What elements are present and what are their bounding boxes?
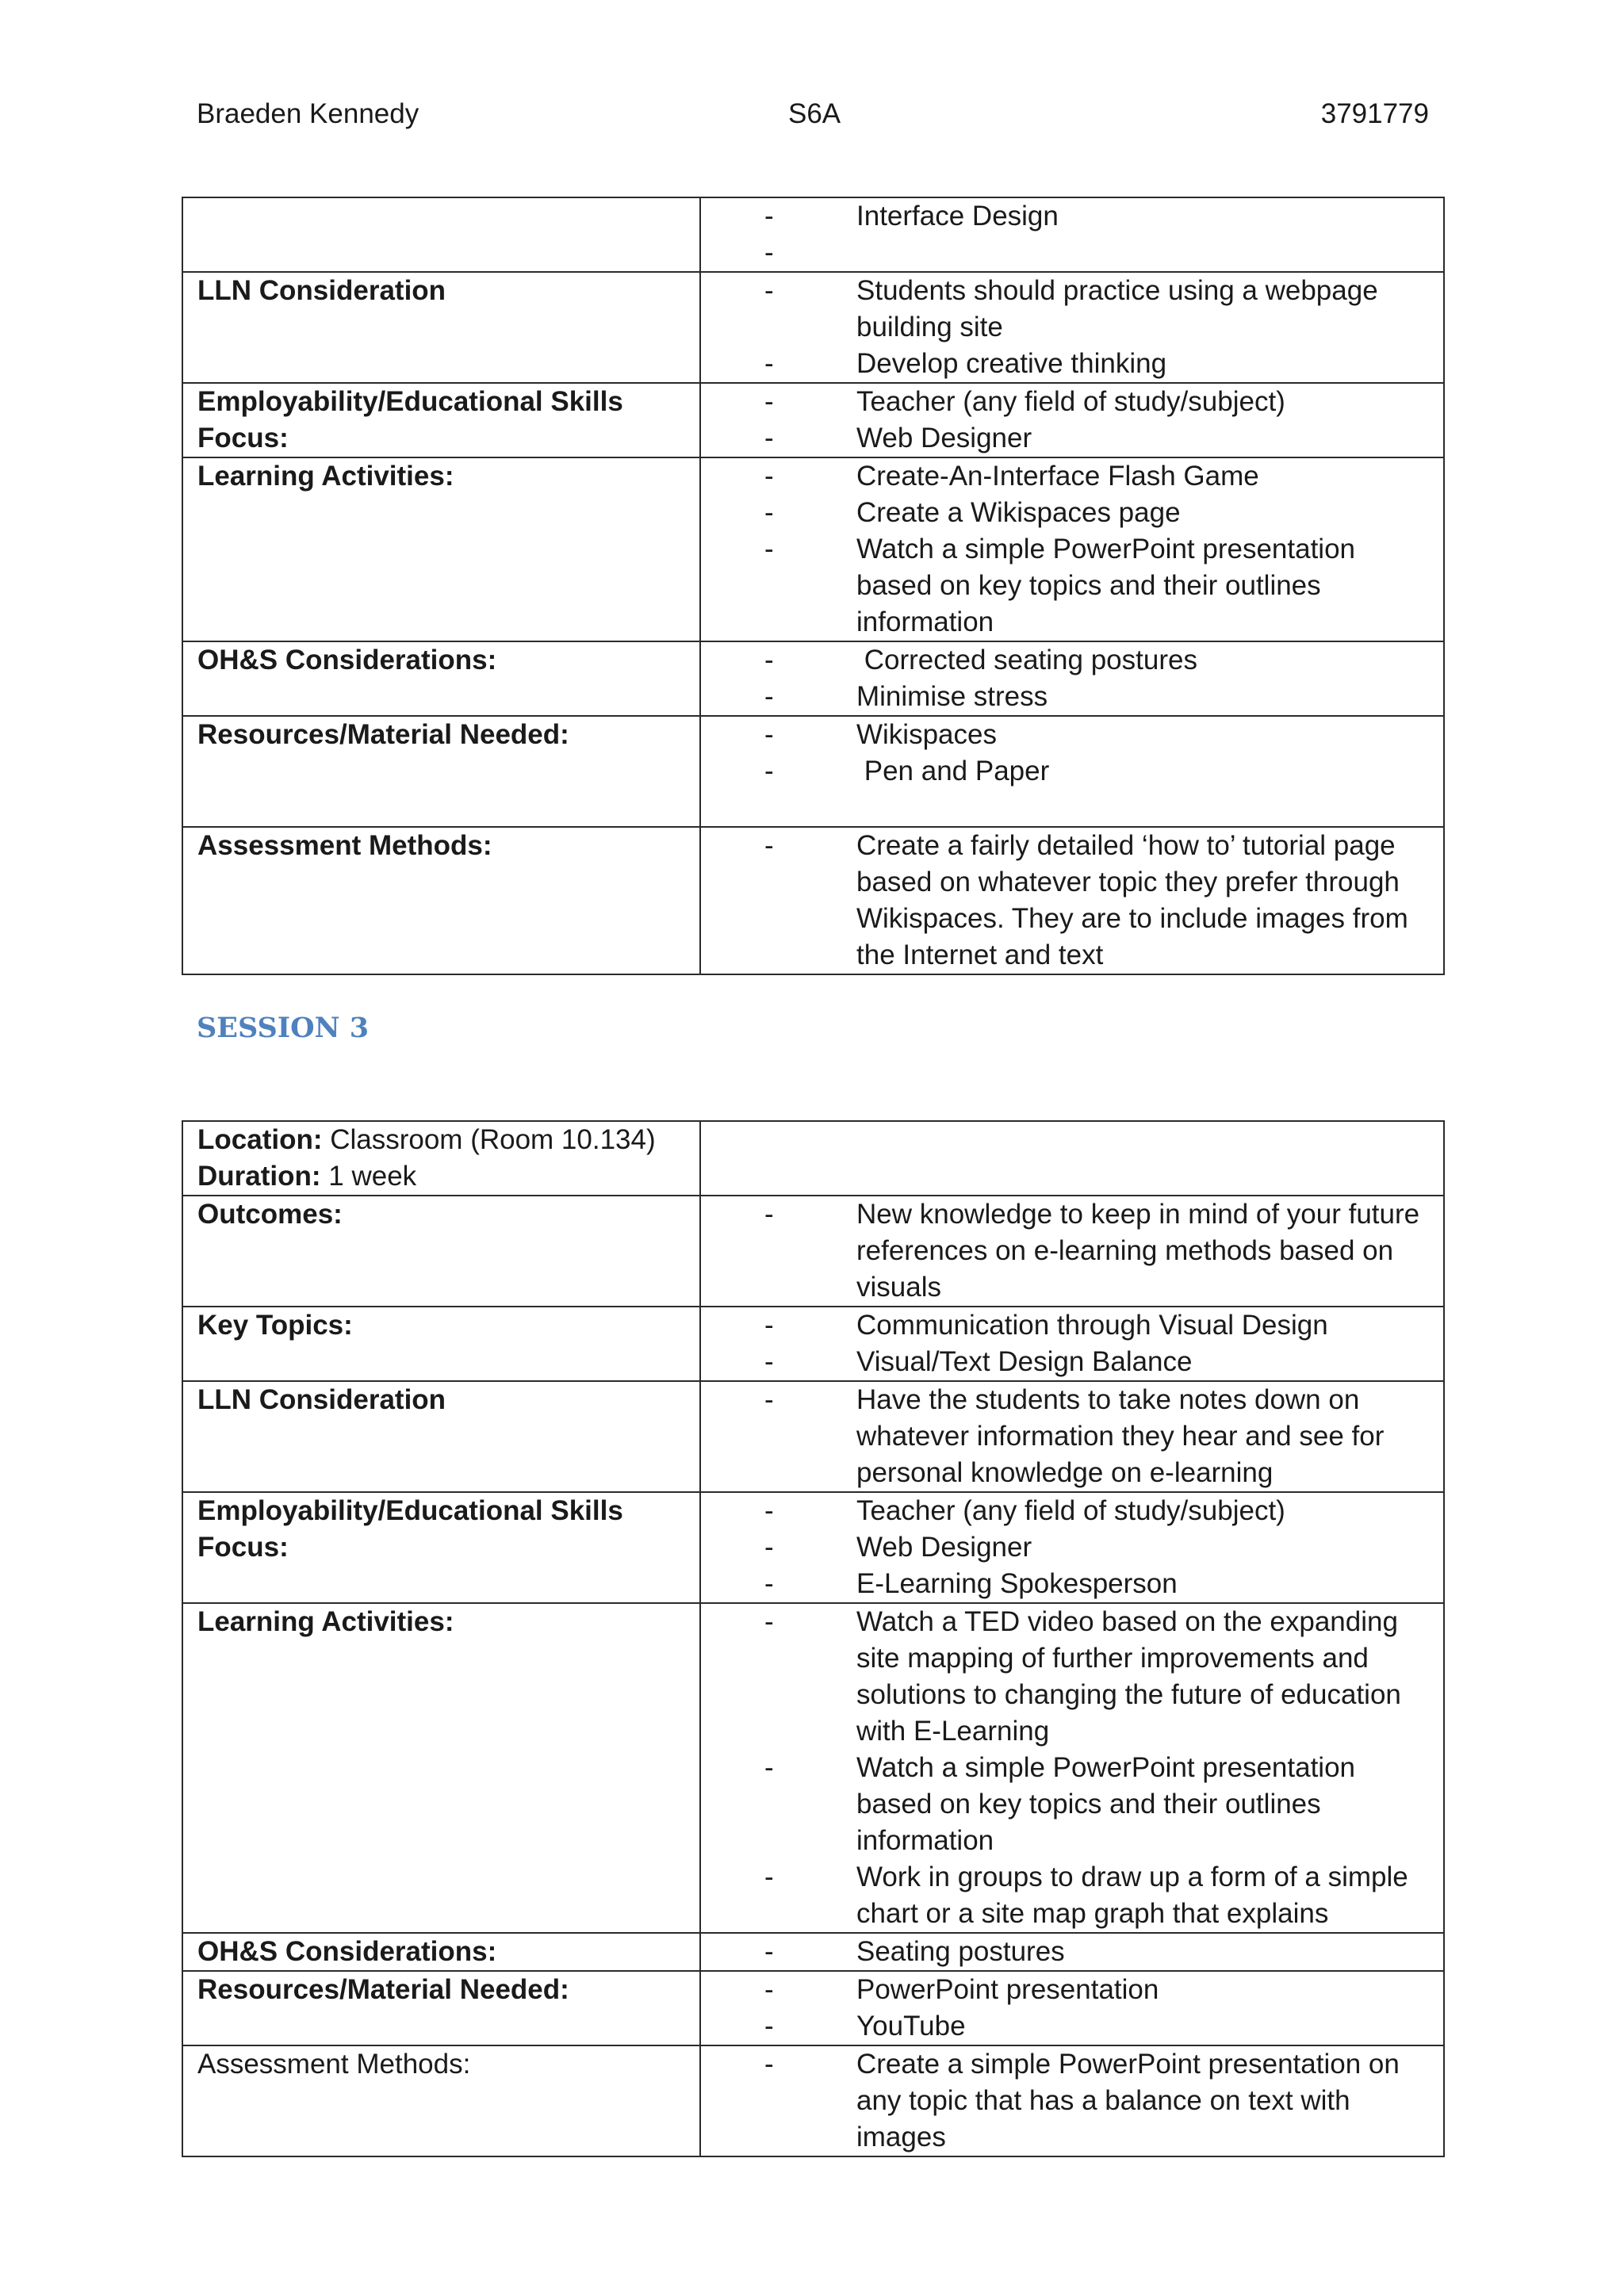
list-item: - Pen and Paper: [701, 753, 1443, 790]
list-item: - Wikispaces: [701, 717, 1443, 753]
table-row: [182, 1196, 1444, 1307]
value-cell: [700, 641, 1444, 716]
student-id: 3791779: [1320, 98, 1429, 129]
list-item: - Minimise stress: [701, 679, 1443, 715]
list-item: - Watch a simple PowerPoint presentation based on key topics and their outlines information: [701, 1750, 1443, 1859]
label-cell: [182, 197, 700, 272]
value-cell: [700, 1121, 1444, 1196]
value-cell: [700, 1603, 1444, 1933]
list-item: - E-Learning Spokesperson: [701, 1566, 1443, 1602]
list-item: - Create-An-Interface Flash Game: [701, 458, 1443, 495]
location-line: [197, 1122, 685, 1158]
list-item: - Web Designer: [701, 420, 1443, 457]
label-cell: [182, 1381, 700, 1492]
table-row: [182, 1603, 1444, 1933]
list-item: - Create a simple PowerPoint presentation on any topic that has a balance on text with images: [701, 2046, 1443, 2156]
table-row: [182, 1971, 1444, 2045]
session3-table: [182, 1120, 1445, 2157]
table-row: [182, 827, 1444, 974]
table-row: [182, 1307, 1444, 1381]
label-cell: [182, 1307, 700, 1381]
class-code: S6A: [788, 98, 841, 129]
list-item: - Watch a simple PowerPoint presentation based on key topics and their outlines information: [701, 531, 1443, 641]
label-cell: [182, 716, 700, 827]
list-item: - Have the students to take notes down on whatever information they hear and see for personal knowledge on e-learning: [701, 1382, 1443, 1491]
table-row: [182, 1381, 1444, 1492]
label-cell: [182, 457, 700, 641]
label-cell: [182, 1971, 700, 2045]
label-cell: [182, 383, 700, 457]
list-item: - Create a fairly detailed ‘how to’ tutorial page based on whatever topic they prefer through Wikispaces. They are to include images from the Internet and text: [701, 828, 1443, 974]
table-row: [182, 272, 1444, 383]
label-cell: [182, 1933, 700, 1971]
page-header: [197, 98, 1429, 130]
row-label: Outcomes:: [197, 1199, 343, 1230]
value-cell: [700, 1933, 1444, 1971]
list-item: - Work in groups to draw up a form of a simple chart or a site map graph that explains: [701, 1859, 1443, 1932]
list-item: [701, 235, 1443, 271]
list-item: - Develop creative thinking: [701, 346, 1443, 382]
label-cell: [182, 1121, 700, 1196]
value-cell: [700, 383, 1444, 457]
table-row: [182, 1933, 1444, 1971]
label-cell: [182, 1196, 700, 1307]
table-row: [182, 641, 1444, 716]
table-row: [182, 1121, 1444, 1196]
session2-continued-table: [182, 197, 1445, 975]
label-cell: [182, 827, 700, 974]
student-name: Braeden Kennedy: [197, 98, 419, 129]
value-cell: [700, 197, 1444, 272]
value-cell: [700, 1196, 1444, 1307]
label-cell: [182, 641, 700, 716]
row-label: Assessment Methods:: [197, 830, 492, 861]
value-cell: [700, 1971, 1444, 2045]
list-item: - New knowledge to keep in mind of your future references on e-learning methods based on visuals: [701, 1196, 1443, 1306]
list-item: - Students should practice using a webpage building site: [701, 273, 1443, 346]
list-item: - Corrected seating postures: [701, 642, 1443, 679]
row-label: Employability/Educational Skills Focus:: [197, 386, 623, 453]
value-cell: [700, 1492, 1444, 1603]
label-cell: [182, 1603, 700, 1933]
label-cell: [182, 1492, 700, 1603]
list-item: - Visual/Text Design Balance: [701, 1344, 1443, 1380]
duration-line: [197, 1158, 685, 1195]
list-item: - Create a Wikispaces page: [701, 495, 1443, 531]
list-item: - Web Designer: [701, 1529, 1443, 1566]
list-item: - PowerPoint presentation: [701, 1972, 1443, 2008]
value-cell: [700, 1307, 1444, 1381]
table-row: [182, 716, 1444, 827]
list-item: - Teacher (any field of study/subject): [701, 1493, 1443, 1529]
label-cell: [182, 2045, 700, 2156]
value-cell: [700, 457, 1444, 641]
duration-value: 1 week: [320, 1161, 417, 1192]
value-cell: [700, 1381, 1444, 1492]
table-row: [182, 1492, 1444, 1603]
row-label: LLN Consideration: [197, 275, 446, 306]
row-label: OH&S Considerations:: [197, 645, 497, 675]
row-label: Key Topics:: [197, 1310, 353, 1341]
row-label: Employability/Educational Skills Focus:: [197, 1495, 623, 1563]
table-row: [182, 383, 1444, 457]
value-cell: [700, 272, 1444, 383]
list-item: - Communication through Visual Design: [701, 1307, 1443, 1344]
row-label: Assessment Methods:: [197, 2049, 471, 2080]
duration-label: Duration:: [197, 1161, 321, 1192]
row-label: Learning Activities:: [197, 461, 454, 492]
list-item: - Watch a TED video based on the expanding site mapping of further improvements and solutions to changing the future of education with E-Learning: [701, 1604, 1443, 1750]
label-cell: [182, 272, 700, 383]
session-heading: SESSION 3: [197, 1012, 370, 1044]
location-label: Location:: [197, 1124, 323, 1155]
list-item: - Seating postures: [701, 1934, 1443, 1970]
value-cell: [700, 2045, 1444, 2156]
location-value: Classroom (Room 10.134): [322, 1124, 656, 1155]
row-label: Resources/Material Needed:: [197, 1974, 569, 2005]
cell-spacer: [701, 790, 1443, 826]
row-label: Resources/Material Needed:: [197, 719, 569, 750]
table-row: [182, 2045, 1444, 2156]
row-label: LLN Consideration: [197, 1384, 446, 1415]
row-label: Learning Activities:: [197, 1606, 454, 1637]
table-row: [182, 197, 1444, 272]
value-cell: [700, 716, 1444, 827]
list-item: - Interface Design: [701, 198, 1443, 235]
list-item: - YouTube: [701, 2008, 1443, 2045]
value-cell: [700, 827, 1444, 974]
list-item: - Teacher (any field of study/subject): [701, 384, 1443, 420]
row-label: OH&S Considerations:: [197, 1936, 497, 1967]
table-row: [182, 457, 1444, 641]
